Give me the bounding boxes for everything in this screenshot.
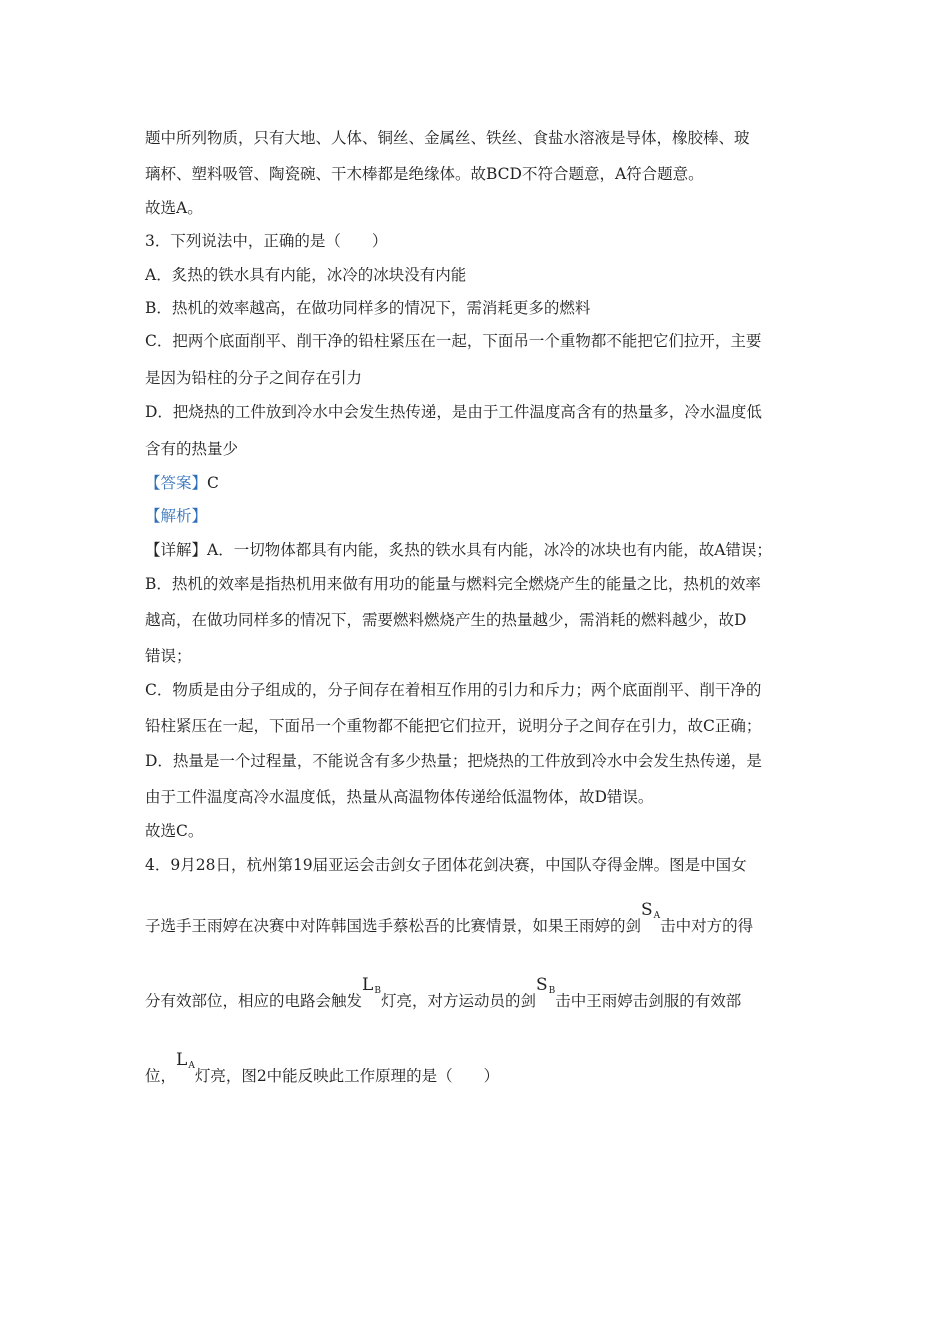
symbol-lb (362, 975, 381, 998)
symbol-main: S (641, 900, 653, 920)
text-line: 题中所列物质，只有大地、人体、铜丝、金属丝、铁丝、食盐水溶液是导体，橡胶棒、玻 (145, 129, 750, 147)
question-4-line-3 (145, 975, 742, 1014)
explanation-d-cont: 由于工件温度高冷水温度低，热量从高温物体传递给低温物体，故D错误。 (145, 788, 654, 806)
explanation-b-end: 错误； (145, 647, 192, 665)
text-line: 璃杯、塑料吸管、陶瓷碗、干木棒都是绝缘体。故BCD不符合题意，A符合题意。 (145, 165, 704, 183)
text-span: 击中王雨婷击剑服的有效部 (555, 992, 742, 1010)
question-3-option-b: B．热机的效率越高，在做功同样多的情况下，需消耗更多的燃料 (145, 299, 591, 317)
symbol-main: S (535, 975, 548, 995)
answer-value: C (207, 474, 219, 492)
text-span: 位， (145, 1067, 177, 1085)
explanation-c: C．物质是由分子组成的，分子间存在着相互作用的引力和斥力；两个底面削平、削干净的 (145, 681, 762, 699)
question-3-option-c-cont: 是因为铅柱的分子之间存在引力 (145, 369, 363, 387)
explanation-d: D．热量是一个过程量，不能说含有多少热量；把烧热的工件放到冷水中会发生热传递，是 (145, 752, 762, 770)
conclusion-line: 故选C。 (145, 822, 204, 840)
question-4-line-4 (145, 1050, 500, 1089)
question-4-stem: 4．9月28日，杭州第19届亚运会击剑女子团体花剑决赛，中国队夺得金牌。图是中国女 (145, 856, 747, 874)
explanation-line (145, 540, 772, 560)
question-3-option-d: D．把烧热的工件放到冷水中会发生热传递，是由于工件温度高含有的热量多，冷水温度低 (145, 403, 762, 421)
analysis-tag: 【解析】 (145, 507, 208, 525)
symbol-sub: B (374, 986, 381, 996)
question-3-stem: 3．下列说法中，正确的是（ ） (145, 232, 388, 250)
symbol-main: L (176, 1050, 188, 1070)
explanation-b-cont: 越高，在做功同样多的情况下，需要燃料燃烧产生的热量越少，需消耗的燃料越少，故D (145, 611, 747, 629)
question-4-line-2 (145, 900, 754, 939)
text-span: 子选手王雨婷在决赛中对阵韩国选手蔡松吾的比赛情景，如果王雨婷的剑 (145, 917, 642, 935)
symbol-sub: B (548, 986, 556, 996)
question-3-option-a: A．炙热的铁水具有内能，冰冷的冰块没有内能 (145, 266, 467, 284)
detail-tag: 【详解】 (145, 541, 208, 559)
question-3-option-c: C．把两个底面削平、削干净的铅柱紧压在一起，下面吊一个重物都不能把它们拉开，主要 (145, 332, 762, 350)
answer-line (145, 473, 219, 493)
explanation-b: B．热机的效率是指热机用来做有用功的能量与燃料完全燃烧产生的能量之比，热机的效率 (145, 575, 761, 593)
text-span: 击中对方的得 (660, 917, 754, 935)
explanation-a: A．一切物体都具有内能，炙热的铁水具有内能，冰冷的冰块也有内能，故A错误； (207, 541, 772, 559)
analysis-line (145, 506, 207, 526)
text-span: 灯亮，图2中能反映此工作原理的是（ ） (194, 1067, 500, 1085)
symbol-sb (536, 975, 555, 998)
text-span: 分有效部位，相应的电路会触发 (145, 992, 363, 1010)
symbol-sa (641, 900, 660, 923)
symbol-sub: A (188, 1061, 195, 1071)
question-3-option-d-cont: 含有的热量少 (145, 440, 239, 458)
explanation-c-cont: 铅柱紧压在一起，下面吊一个重物都不能把它们拉开，说明分子之间存在引力，故C正确； (145, 717, 762, 735)
symbol-sub: A (653, 911, 661, 921)
symbol-main: L (362, 975, 374, 995)
symbol-la (176, 1050, 195, 1073)
text-span: 灯亮，对方运动员的剑 (380, 992, 536, 1010)
text-line: 故选A。 (145, 199, 203, 217)
answer-tag: 【答案】 (145, 474, 208, 492)
